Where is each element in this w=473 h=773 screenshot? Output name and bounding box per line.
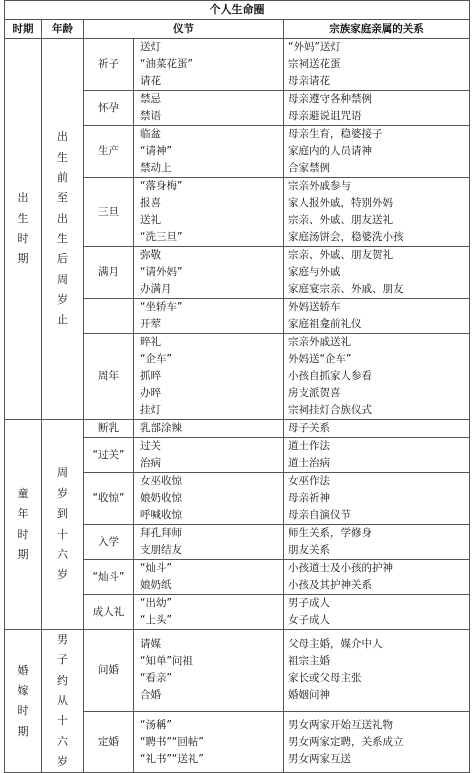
rite-item: 禁语 xyxy=(140,110,161,122)
relation-item: 家庭祖龛前礼仪 xyxy=(288,318,362,330)
relation-item: 男女两家开始互送礼物 xyxy=(288,718,393,731)
rite-item: “油菜花蛋” xyxy=(140,58,193,70)
rite-item: “请神” xyxy=(140,145,172,157)
rite-name: 成人礼 xyxy=(84,595,134,630)
rite-item: 开荤 xyxy=(140,318,161,330)
rite-name: 生产 xyxy=(84,126,134,178)
relation-item: 母亲生育，稳婆接子 xyxy=(288,128,383,140)
relation-item: 婚姻问神 xyxy=(288,689,330,702)
rite-item: 娘奶收惊 xyxy=(140,492,182,504)
table-row xyxy=(5,630,470,712)
relation-item: 小孩自抓家人参看 xyxy=(288,370,372,382)
rite-name: 祈子 xyxy=(84,39,134,91)
rite-items xyxy=(134,420,284,438)
period-cell: 婚 嫁 时 期 xyxy=(5,630,42,773)
rite-item: “请外妈” xyxy=(140,266,183,278)
rite-item: 治病 xyxy=(140,457,161,469)
relation-item: 家庭汤饼会，稳婆洗小孩 xyxy=(288,231,404,243)
relation-item: 家庭与外戚 xyxy=(288,266,341,278)
relation-item: 母亲遵守各种禁例 xyxy=(288,93,372,105)
relation-item: 家庭内的人员请神 xyxy=(288,145,372,157)
rite-items xyxy=(134,525,284,560)
table-row xyxy=(5,420,470,438)
relation-item: 父母主婚，媒介中人 xyxy=(288,638,383,651)
relation-item: 母亲避说诅咒语 xyxy=(288,110,362,122)
rite-items xyxy=(134,595,284,630)
relation-item: 房支派贺喜 xyxy=(288,387,341,399)
rite-item: 呼喊收惊 xyxy=(140,509,182,521)
rite-item: 拜孔拜师 xyxy=(140,527,182,539)
rite-name: “收惊” xyxy=(84,473,134,525)
rite-name: “过关” xyxy=(84,438,134,473)
rite-item: “聘书”“回帖” xyxy=(140,735,204,748)
rite-item: “礼书”“送礼” xyxy=(140,752,204,765)
rite-item: 乳部涂辣 xyxy=(140,422,182,434)
relation-items xyxy=(284,560,470,595)
table-title: 个人生命圈 xyxy=(5,1,470,20)
relation-item: 母亲自演仪节 xyxy=(288,509,351,521)
header-rite: 仪节 xyxy=(84,20,284,39)
rite-item: “知单”问祖 xyxy=(140,655,193,668)
rite-item: 办满月 xyxy=(140,283,172,295)
rite-item: 禁忌 xyxy=(140,93,161,105)
relation-item: 母亲祈神 xyxy=(288,492,330,504)
relation-items xyxy=(284,126,470,178)
rite-item: “汤稱” xyxy=(140,718,172,731)
relation-items xyxy=(284,473,470,525)
relation-item: “外妈”送灯 xyxy=(288,41,341,53)
relation-items xyxy=(284,420,470,438)
relation-item: 宗亲、外戚、朋友贺礼 xyxy=(288,249,393,261)
rite-item: 合婚 xyxy=(140,689,161,702)
relation-items xyxy=(284,178,470,247)
rite-name: 断乳 xyxy=(84,420,134,438)
rite-items xyxy=(134,91,284,126)
rite-name: 问婚 xyxy=(84,630,134,712)
period-cell: 出 生 时 期 xyxy=(5,39,42,420)
relation-item: 道士治病 xyxy=(288,457,330,469)
rite-name: 满月 xyxy=(84,247,134,299)
rite-items xyxy=(134,473,284,525)
age-cell: 出 生 前 至 出 生 后 周 岁 止 xyxy=(42,39,84,420)
life-cycle-table xyxy=(4,0,470,773)
rite-items xyxy=(134,39,284,91)
period-cell: 童 年 时 期 xyxy=(5,420,42,630)
relation-item: 女子成人 xyxy=(288,614,330,626)
relation-item: 外妈送轿车 xyxy=(288,301,341,313)
relation-item: 家长或父母主张 xyxy=(288,672,362,685)
rite-item: “看亲” xyxy=(140,672,172,685)
relation-item: 宗亲外戚参与 xyxy=(288,180,351,192)
rite-item: 请媒 xyxy=(140,638,161,651)
rite-item: 临盆 xyxy=(140,128,161,140)
rite-item: “上头” xyxy=(140,614,172,626)
relation-item: 女巫作法 xyxy=(288,475,330,487)
header-age: 年龄 xyxy=(42,20,84,39)
relation-items xyxy=(284,91,470,126)
relation-item: 宗祠送花蛋 xyxy=(288,58,341,70)
rite-items xyxy=(134,299,284,334)
rite-name: 定婚 xyxy=(84,711,134,773)
rite-items xyxy=(134,247,284,299)
relation-item: 外妈送“企车” xyxy=(288,353,352,365)
rite-item: 过关 xyxy=(140,440,161,452)
relation-items xyxy=(284,39,470,91)
relation-item: 母子关系 xyxy=(288,422,330,434)
rite-name xyxy=(84,299,134,334)
rite-items xyxy=(134,438,284,473)
header-relations: 宗族家庭亲属的关系 xyxy=(284,20,470,39)
relation-items xyxy=(284,630,470,712)
age-cell: 周 岁 到 十 六 岁 xyxy=(42,420,84,630)
relation-items xyxy=(284,334,470,420)
relation-item: 宗亲外戚送礼 xyxy=(288,336,351,348)
rite-name: 怀孕 xyxy=(84,91,134,126)
relation-item: 家庭宴宗亲、外戚、朋友 xyxy=(288,283,404,295)
relation-items xyxy=(284,525,470,560)
relation-item: 家人报外戚，特别外妈 xyxy=(288,197,393,209)
rite-item: 娘奶纸 xyxy=(140,579,172,591)
rite-item: 抓晬 xyxy=(140,370,161,382)
rite-item: 禁动上 xyxy=(140,162,172,174)
rite-items xyxy=(134,126,284,178)
rite-item: “坐轿车” xyxy=(140,301,183,313)
rite-items xyxy=(134,560,284,595)
relation-item: 合家禁例 xyxy=(288,162,330,174)
relation-item: 小孩及其护神关系 xyxy=(288,579,372,591)
relation-item: 宗祠挂灯合族仪式 xyxy=(288,404,372,416)
age-cell: 男 子 约 从 十 六 岁 xyxy=(42,630,84,773)
header-period: 时期 xyxy=(5,20,42,39)
rite-item: “企车” xyxy=(140,353,172,365)
rite-name: 入学 xyxy=(84,525,134,560)
relation-item: 道士作法 xyxy=(288,440,330,452)
rite-item: 报喜 xyxy=(140,197,161,209)
rite-name: 三旦 xyxy=(84,178,134,247)
relation-item: 小孩道士及小孩的护神 xyxy=(288,562,393,574)
relation-item: 祖宗主婚 xyxy=(288,655,330,668)
relation-item: 男子成人 xyxy=(288,597,330,609)
rite-item: “落身梅” xyxy=(140,180,183,192)
table-row xyxy=(5,39,470,91)
rite-item: 送灯 xyxy=(140,41,161,53)
rite-item: 支朋结友 xyxy=(140,544,182,556)
rite-name: “灿斗” xyxy=(84,560,134,595)
rite-item: 办晬 xyxy=(140,387,161,399)
rite-item: 弥敬 xyxy=(140,249,161,261)
rite-item: 晬礼 xyxy=(140,336,161,348)
rite-item: 请花 xyxy=(140,75,161,87)
relation-item: 师生关系，学修身 xyxy=(288,527,372,539)
rite-item: “洗三旦” xyxy=(140,231,183,243)
relation-item: 男女两家互送 xyxy=(288,752,351,765)
rite-item: 女巫收惊 xyxy=(140,475,182,487)
relation-item: 宗亲、外戚、朋友送礼 xyxy=(288,214,393,226)
rite-items xyxy=(134,334,284,420)
relation-item: 母亲请花 xyxy=(288,75,330,87)
rite-name: 周年 xyxy=(84,334,134,420)
rite-items xyxy=(134,178,284,247)
relation-items xyxy=(284,595,470,630)
rite-items xyxy=(134,711,284,773)
relation-items xyxy=(284,247,470,299)
rite-item: 挂灯 xyxy=(140,404,161,416)
relation-items xyxy=(284,711,470,773)
rite-item: “灿斗” xyxy=(140,562,172,574)
relation-items xyxy=(284,438,470,473)
relation-items xyxy=(284,299,470,334)
relation-item: 男女两家定聘，关系成立 xyxy=(288,735,404,748)
relation-item: 朋友关系 xyxy=(288,544,330,556)
rite-item: 送礼 xyxy=(140,214,161,226)
rite-item: “出幼” xyxy=(140,597,172,609)
rite-items xyxy=(134,630,284,712)
